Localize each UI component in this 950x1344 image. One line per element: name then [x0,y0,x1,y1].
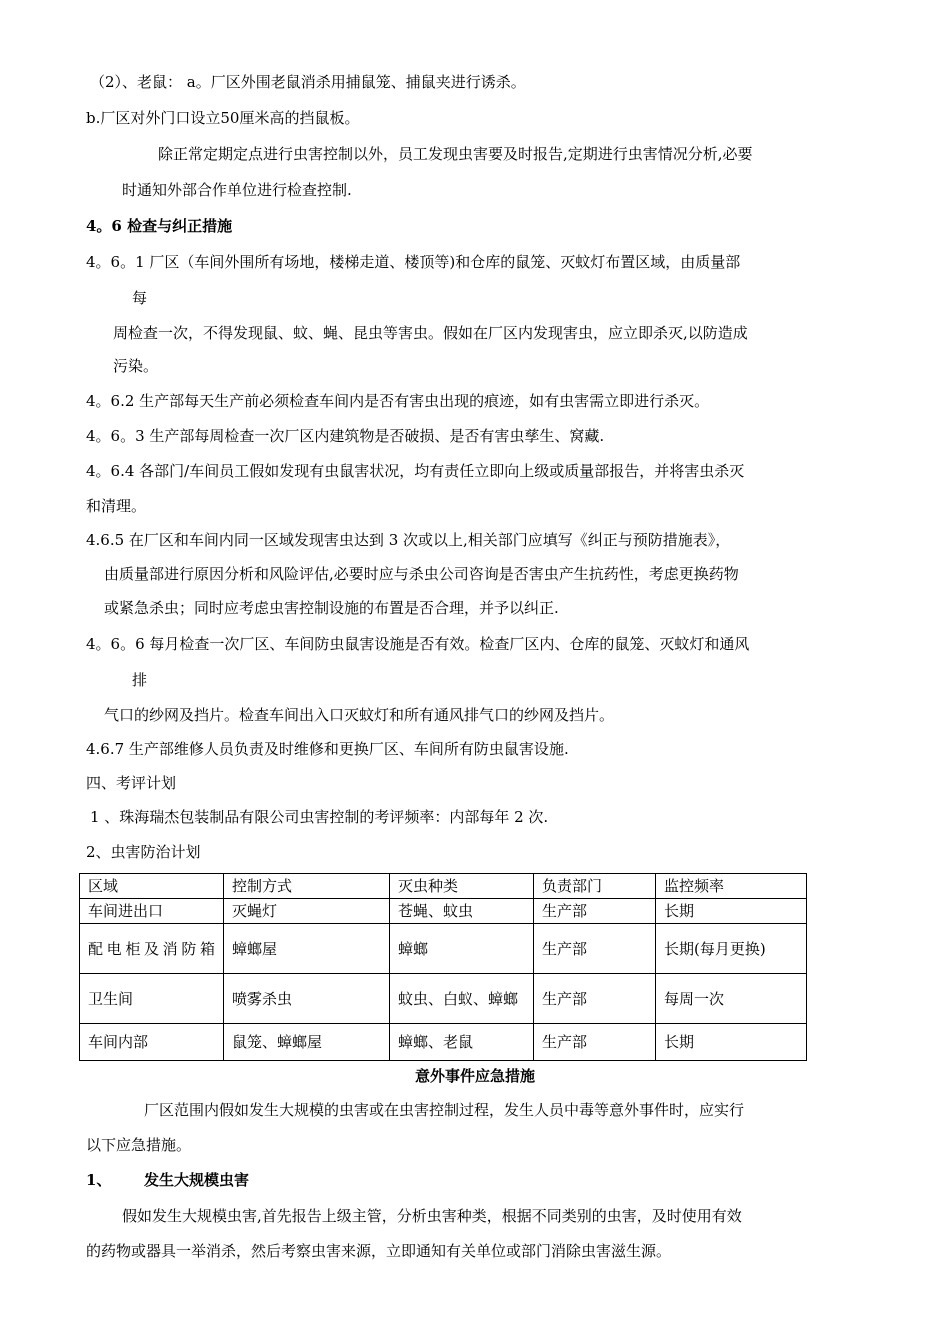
emergency-item-title: 发生大规模虫害 [144,1171,250,1189]
evaluation-frequency: 1 、珠海瑞杰包装制品有限公司虫害控制的考评频率：内部每年 2 次. [90,808,549,826]
clause-4-6-2: 4。6.2 生产部每天生产前必须检查车间内是否有害虫出现的痕迹，如有虫害需立即进行杀灭。 [86,392,710,410]
table-header-cell: 监控频率 [656,874,807,899]
table-cell: 蟑螂、老鼠 [390,1024,534,1061]
table-cell: 长期(每月更换) [656,924,807,974]
table-cell: 长期 [656,899,807,924]
table-cell: 生产部 [534,899,656,924]
table-cell: 蟑螂 [390,924,534,974]
section-heading: 4。6 检查与纠正措施 [86,217,233,235]
emergency-title: 意外事件应急措施 [414,1067,535,1085]
table-row [80,924,807,974]
table-cell: 卫生间 [80,974,224,1024]
table-cell: 配电柜及消防箱 [80,924,224,974]
table-cell: 蚊虫、白蚁、蟑螂 [390,974,534,1024]
clause-4-6-6-wrap: 排 [132,671,148,689]
clause-4-6-5: 4.6.5 在厂区和车间内同一区域发现害虫达到 3 次或以上,相关部门应填写《纠正与预防措施表》， [86,531,731,549]
table-cell: 苍蝇、蚊虫 [390,899,534,924]
table-cell: 灭蝇灯 [224,899,390,924]
table-header-row [80,874,807,899]
table-cell: 鼠笼、蟑螂屋 [224,1024,390,1061]
clause-4-6-5-cont: 由质量部进行原因分析和风险评估,必要时应与杀虫公司咨询是否害虫产生抗药性，考虑更换药物 [104,565,739,583]
emergency-intro-cont: 以下应急措施。 [86,1136,192,1154]
table-cell: 每周一次 [656,974,807,1024]
paragraph-text: 时通知外部合作单位进行检查控制. [122,181,352,199]
clause-4-6-1: 4。6。1 厂区（车间外围所有场地，楼梯走道、楼顶等)和仓库的鼠笼、灭蚊灯布置区域，由质量部 [86,253,741,271]
clause-4-6-6-cont: 气口的纱网及挡片。检查车间出入口灭蚊灯和所有通风排气口的纱网及挡片。 [104,706,615,724]
rat-control-line-b: b.厂区对外门口设立50厘米高的挡鼠板。 [86,109,360,127]
table-row [80,1024,807,1061]
rat-control-line-a: （2）、老鼠： a。厂区外围老鼠消杀用捕鼠笼、捕鼠夹进行诱杀。 [90,73,526,91]
table-cell: 生产部 [534,1024,656,1061]
table-header-cell: 控制方式 [224,874,390,899]
table-cell: 长期 [656,1024,807,1061]
clause-4-6-4: 4。6.4 各部门/车间员工假如发现有虫鼠害状况，均有责任立即向上级或质量部报告，并将害虫杀灭 [86,462,745,480]
table-row [80,899,807,924]
emergency-item-text-cont: 的药物或器具一举消杀，然后考察虫害来源，立即通知有关单位或部门消除虫害滋生源。 [86,1242,672,1260]
emergency-item-text: 假如发生大规模虫害,首先报告上级主管，分析虫害种类，根据不同类别的虫害，及时使用有效 [122,1207,742,1225]
table-row [80,974,807,1024]
table-header-cell: 负责部门 [534,874,656,899]
plan-heading: 2、虫害防治计划 [86,843,201,861]
table-cell: 生产部 [534,924,656,974]
table-cell: 生产部 [534,974,656,1024]
section-heading: 四、考评计划 [86,774,177,792]
paragraph-text: 除正常定期定点进行虫害控制以外，员工发现虫害要及时报告,定期进行虫害情况分析,必要 [158,145,753,163]
clause-4-6-5-cont: 或紧急杀虫；同时应考虑虫害控制设施的布置是否合理，并予以纠正. [104,599,559,617]
table-cell: 蟑螂屋 [224,924,390,974]
clause-4-6-1-cont: 周检查一次，不得发现鼠、蚊、蝇、昆虫等害虫。假如在厂区内发现害虫，应立即杀灭,以防造成 [113,324,748,342]
emergency-item-number: 1、 [86,1171,112,1189]
table-cell: 喷雾杀虫 [224,974,390,1024]
clause-4-6-4-cont: 和清理。 [86,497,147,515]
table-cell: 车间进出口 [80,899,224,924]
table-cell: 车间内部 [80,1024,224,1061]
clause-4-6-7: 4.6.7 生产部维修人员负责及时维修和更换厂区、车间所有防虫鼠害设施. [86,740,569,758]
clause-4-6-6: 4。6。6 每月检查一次厂区、车间防虫鼠害设施是否有效。检查厂区内、仓库的鼠笼、灭蚊灯和通风 [86,635,750,653]
pest-control-plan-table [79,873,807,1061]
clause-4-6-1-wrap: 每 [132,289,148,307]
emergency-intro: 厂区范围内假如发生大规模的虫害或在虫害控制过程，发生人员中毒等意外事件时，应实行 [144,1101,745,1119]
table-header-cell: 区域 [80,874,224,899]
table-header-cell: 灭虫种类 [390,874,534,899]
clause-4-6-3: 4。6。3 生产部每周检查一次厂区内建筑物是否破损、是否有害虫孳生、窝藏. [86,427,605,445]
clause-4-6-1-cont: 污染。 [113,357,159,375]
